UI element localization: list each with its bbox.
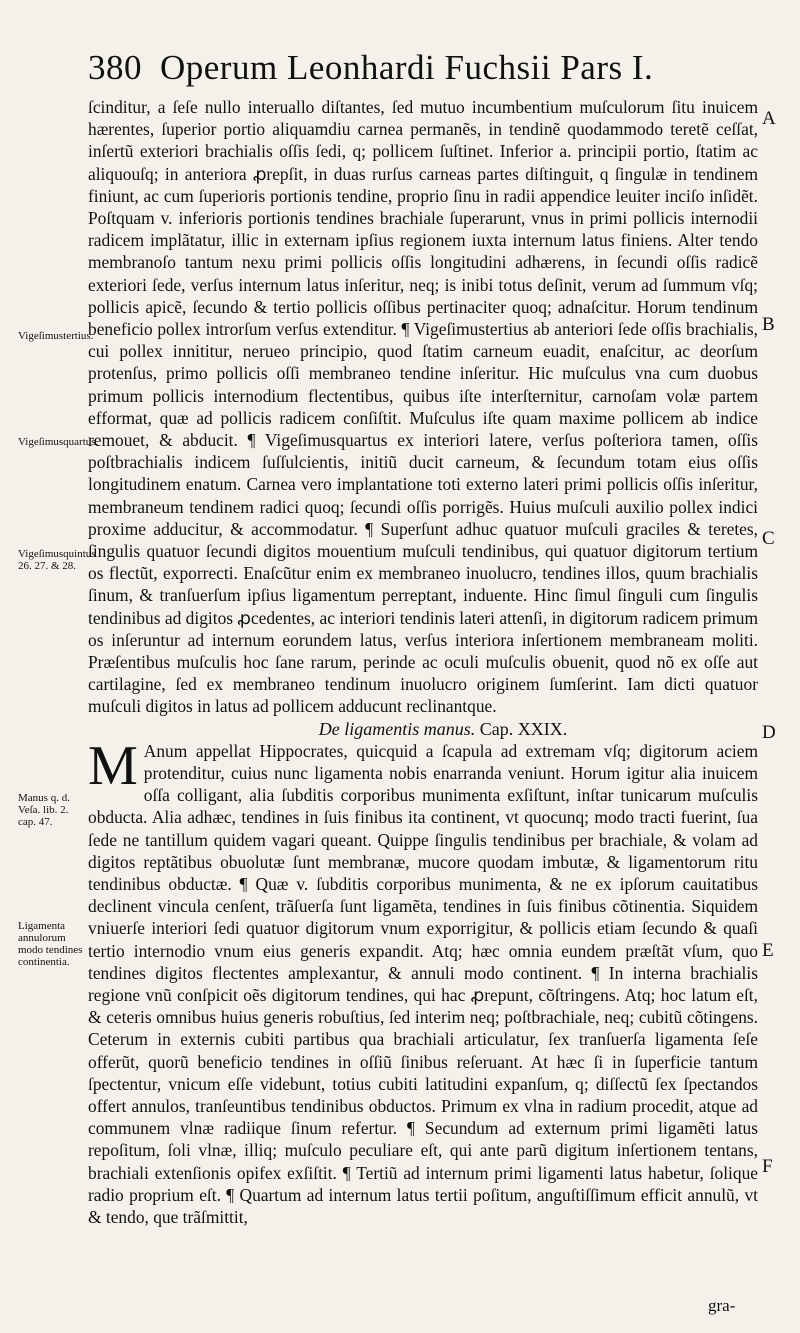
catchword: gra- [708,1296,736,1315]
running-title: Operum Leonhardi Fuchsii Pars I. [160,48,654,87]
margin-letter-f: F [762,1156,773,1177]
margin-letter-d: D [762,722,776,743]
paragraph-muscles: ſcinditur, a ſeſe nullo interuallo diſtantes, ſed mutuo incumbentium muſculorum ſitu inuicem hærentes, ſuperior portio aliquamdiu carnea permanẽs, in tendinẽ quodammodo teretẽ ceſſat, inſertũ exteriori brachialis oſſis ſedi, q; pollicem ſuſtinet. Inferior a. principii portio, ſtatim ac aliquouſq; in anteriora ꝓrepſit, in duas rurſus carneas partes diſtinguit, q ſingulæ in tendinem finiunt, ac cum ſuperioris portionis tendine, proprio ſinu in radii appendice leuiter inciſo inſidẽt. Poſtquam v. inferioris portionis tendines brachiale ſuperarunt, vnus in primi pollicis internodii radicem implãtatur, illic in externam ipſius regionem iuxta internum latus finiens. Alter tendo membranoſo tantum nexu primi pollicis oſſis longitudini adhærens, in ſecundi oſſis radicẽ exteriori ſede, verſus internum latus inſeritur, neq; is inibi totus deſinit, verum ad ſummum vſq; pollicis apicẽ, ſecundo & tertio pollicis oſſibus pertinaciter quoq; adnaſcitur. Horum tendinum beneficio pollex introrſum verſus extenditur. ¶ Vigeſimustertius ab anteriori ſede oſſis brachialis, cui pollex innititur, nerueo principio, quod ſtatim carneum euadit, enaſcitur, ac deorſum protenſus, primo pollicis oſſi membraneo tendine inſeritur. Hic muſculus vna cum duobus primum pollicis internodium flectentibus, quibus iſte interſternitur, carnoſam volæ partem efformat, quæ ad pollicis radicem conſiſtit. Muſculus iſte quam maxime pollicem ab indice remouet, & abducit. ¶ Vigeſimusquartus ex interiori latere, verſus poſteriora tamen, oſſis poſtbrachialis indicem ſuſſulcientis, initiũ ducit carneum, & ſecundum totam eius oſſis longitudinem enatum. Carnea vero implantatione toti externo lateri primi pollicis oſſis inſeritur, membraneum tendinem radici quoq; ſecundi oſſis porrigẽs. Huius muſculi auxilio pollex indici proxime adducitur, & accommodatur. ¶ Superſunt adhuc quatuor muſculi graciles & teretes, ſingulis quatuor ſecundi digitos mouentium muſculi tendinibus, qui quatuor digitorum tertium os flectũt, exporrecti. Enaſcũtur enim ex membraneo inuolucro, tendines illos, quum brachialis ſinum, & tranſuerſum ipſius ligamentum perreptant, induente. Hinc ſimul ſinguli cum ſingulis tendinibus ad digitos ꝓcedentes, ac interiori tendinis lateri attenſi, in digitorum radicem primum os inſeruntur ad internum eorundem latus, verſus interiora inſertionem membraneam moliti. Præſentibus muſculis hoc ſane rarum, perinde ac oculi muſculis obuenit, quod nõ ex oſſe aut cartilagine, ſed ex membraneo tendinum inuolucro originem ſumſerint. Iam dicti quatuor muſculi digitos in latus ad pollicem adducunt reclinantque. [88,97,758,717]
margin-letter-e: E [762,940,774,961]
paragraph-ligaments-text: Anum appellat Hippocrates, quicquid a ſcapula ad extremam vſq; digitorum aciem protenditur, cuius nunc ligamenta nobis enarranda veniunt. Horum igitur alia inuicem oſſa colligant, alia ſubditis corporibus munimenta exſiſtunt, inſtar tunicarum muſculis obducta. Alia adhæc, tendines in ſuis finibus ita continent, vt quocunq; modo tracti fuerint, ſua ſede ne tantillum quidem vagari queant. Quippe ſingulis tendinibus per brachiale, & volam ad digitos reptãtibus obuolutæ ſunt membranæ, mucore quodam imbutæ, & ligamentorum ritu tendinibus obductæ. ¶ Quæ v. ſubditis corporibus munimenta, & ne ex ipſorum cauitatibus declinent vincula cenſent, trãſuerſa ſunt ligamẽta, tendines in ſuis finibus cõtinentia. Siquidem vniuerſe interiori ſedi quatuor digitorum vnum exporrigitur, & pollicis etiam ſecundo & quaſi tertio internodio vnum eius generis expandit. Atq; hæc omnia eundem præſtãt vſum, quo tendines digitos flectentes amplexantur, & annuli modo continent. ¶ In interna brachialis regione vnũ conſpicit oẽs digitorum tendines, qui hac ꝓrepunt, cõſtringens. Atq; hoc latum eſt, & ceteris omnibus huius generis robuſtius, ſed interim neq; poſtbrachiale, neq; cubitũ cõtingens. Ceterum in externis cubiti partibus qua brachiali articulatur, ſex tranſuerſa ligamenta ſeſe offerũt, quorũ beneficio tendines in oſſiũ ſinibus reſeruant. At hæc ſi in ſuperficie tantum ſpectentur, vnicum eſſe videbunt, totius cubiti latitudini expanſum, q; diſſectũ ſex ſpectandos offert annulos, tranſeuntibus tendinibus obductos. Primum ex vlna in radium procedit, atque ad communem vlnæ radiique ſinum refertur. ¶ Secundum ad externum primi ligamẽti latus repoſitum, ſoli vlnæ, illiq; muſculo peculiare eſt, qui ante parũ digitum inſertionem tentans, brachiali extenſionis opifex exſiſtit. ¶ Tertiũ ad internum primi ligamenti latus habetur, ſolique radio proprium eſt. ¶ Quartum ad internum latus tertii poſitum, anguſtiſſimum efficit annulũ, vt & tendo, que trãſmittit, [88,740,758,1227]
margin-note-ligamenta: Ligamenta annulorum modo tendines continentia. [18,920,83,968]
margin-note-vigesimustertius: Vigeſimustertius. [18,330,94,342]
chapter-title: De ligamentis manus. [318,718,476,739]
margin-letter-b: B [762,314,775,335]
margin-letter-c: C [762,528,775,549]
chapter-number: Cap. XXIX. [479,718,568,739]
margin-note-manus: Manus q. d. Veſa. lib. 2. cap. 47. [18,792,70,828]
page-number: 380 [88,48,142,87]
paragraph-ligaments [88,734,758,1228]
running-header [88,48,708,88]
margin-letter-a: A [762,108,776,129]
chapter-heading [88,718,758,740]
main-text-block [88,96,758,1228]
drop-capital: M [88,734,138,797]
margin-note-vigesimusquartus: Vigeſimusquartus. [18,436,99,448]
margin-note-vigesimusquintus: Vigeſimusquintus 26. 27. & 28. [18,548,96,572]
